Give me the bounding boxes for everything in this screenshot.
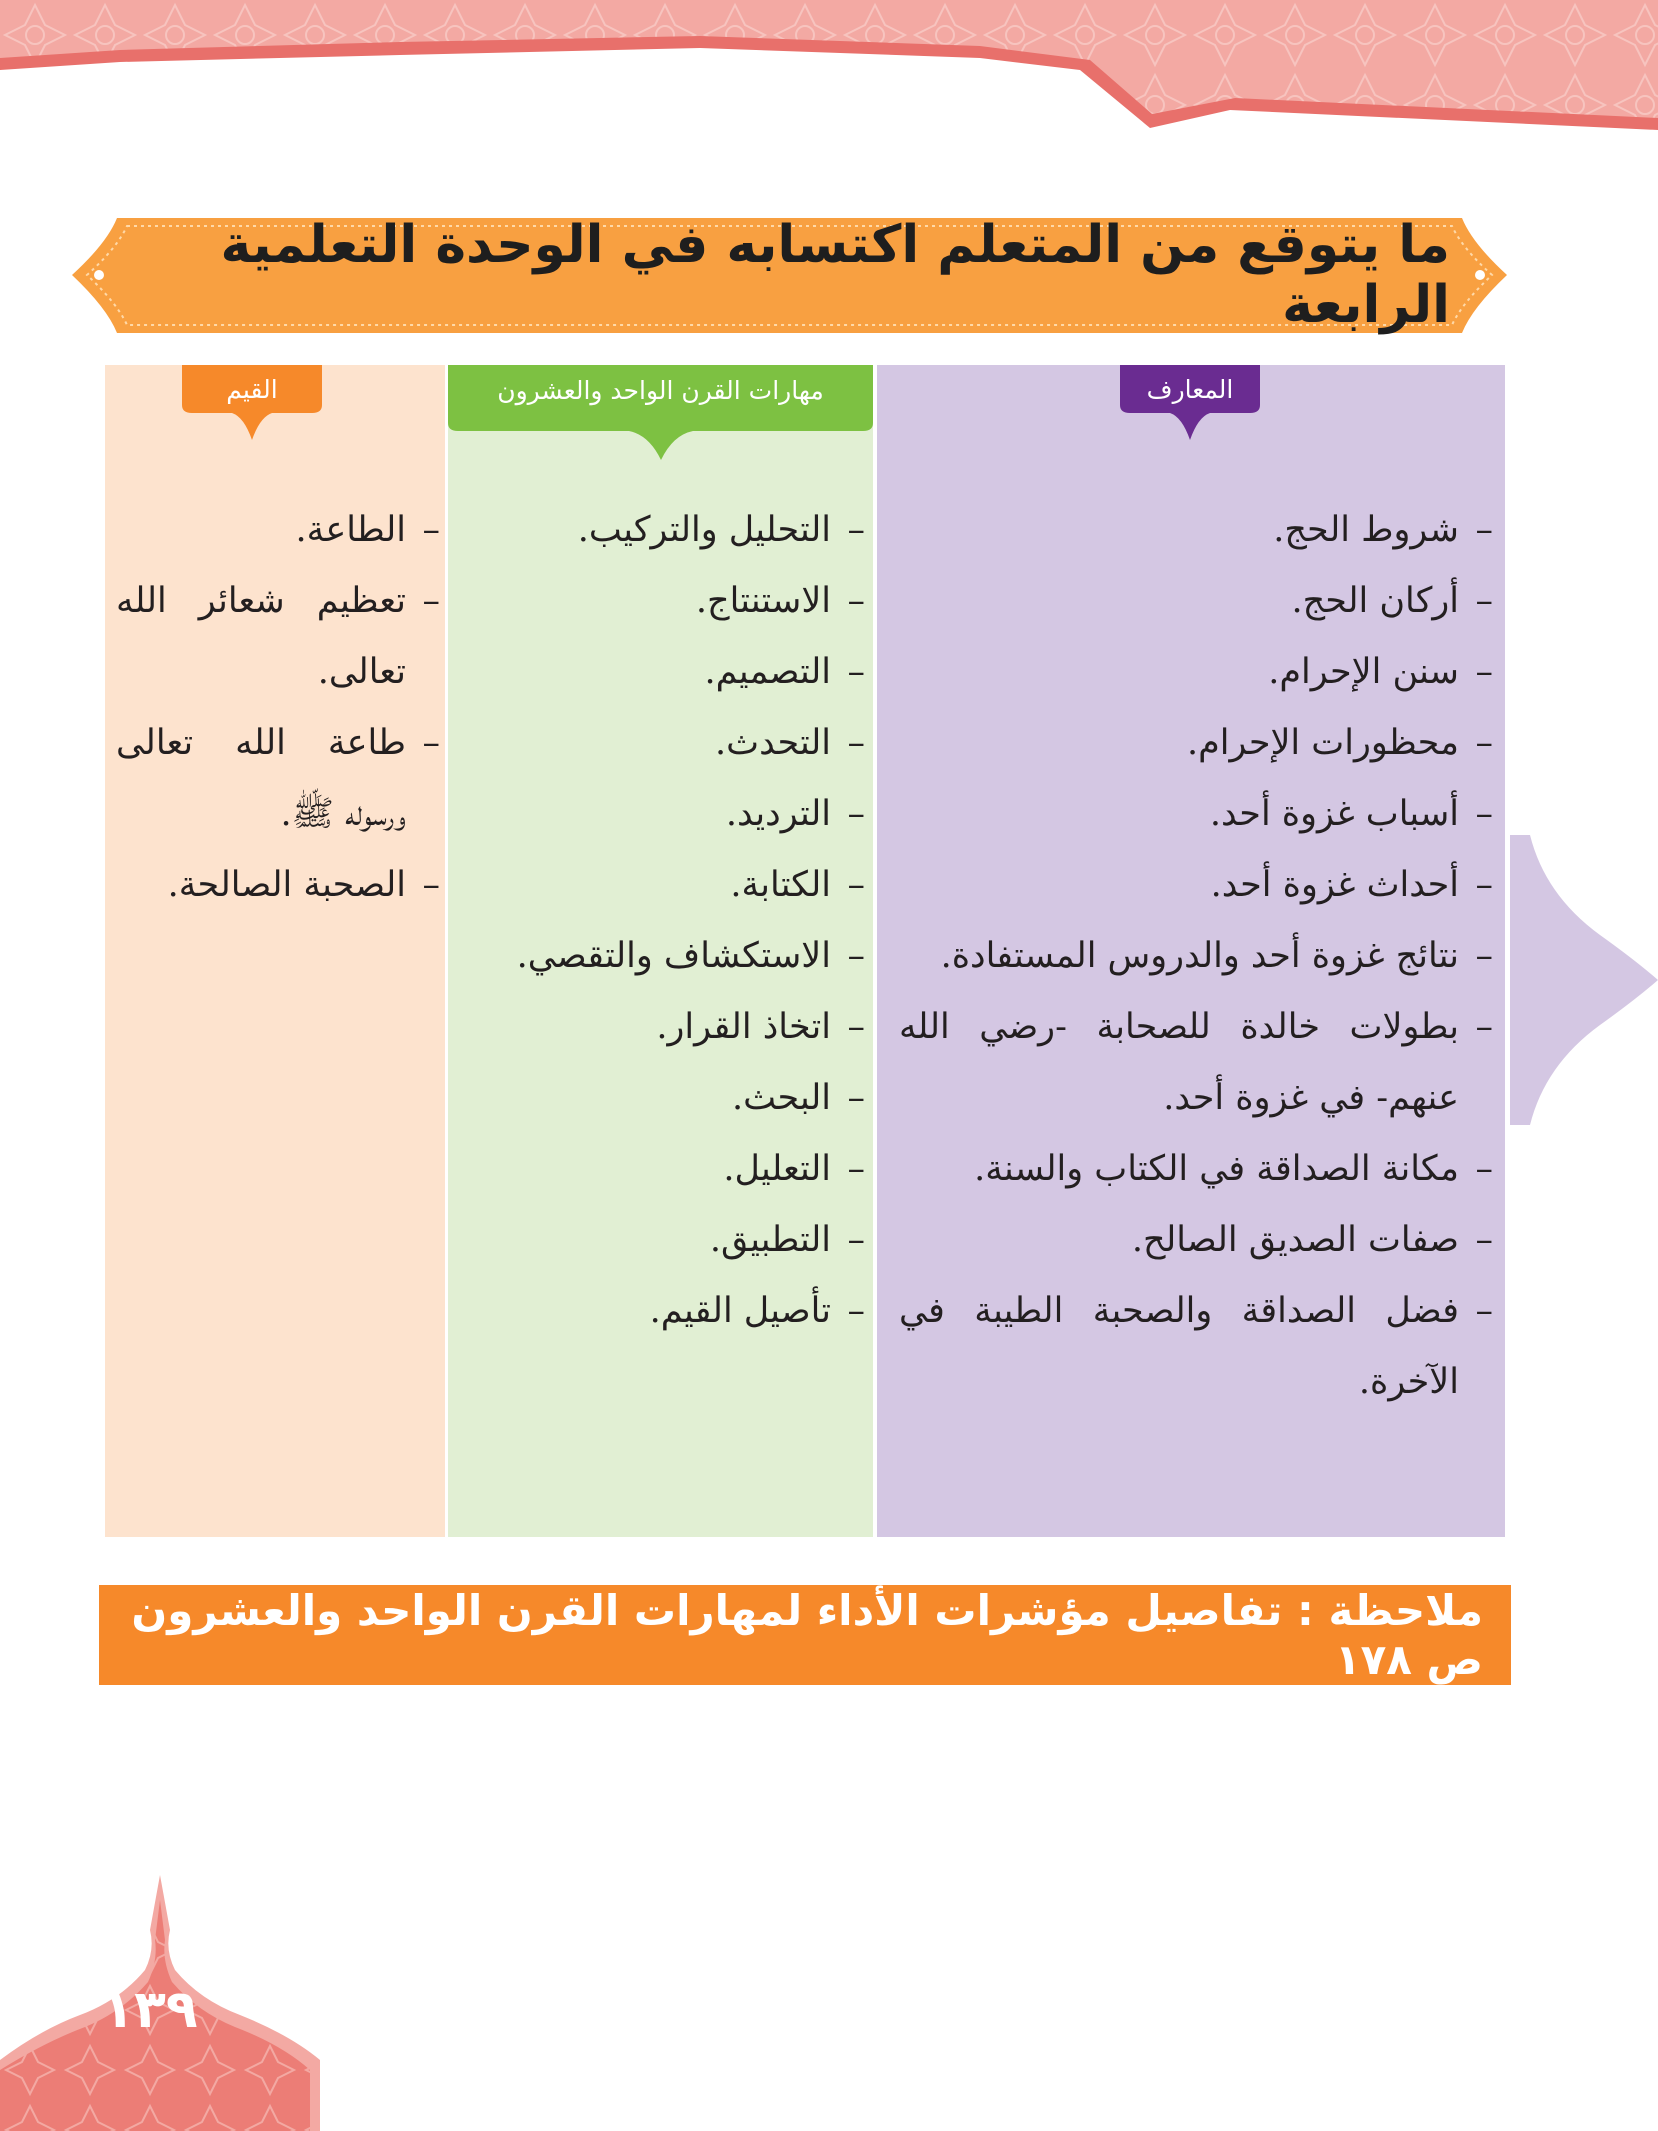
list-item: –الكتابة. (730, 865, 865, 905)
list-item-continuation: عنهم- في غزوة أحد. (1163, 1078, 1459, 1118)
list-item: –أسباب غزوة أحد. (1209, 794, 1493, 834)
list-item: –طاعة الله تعالى (116, 723, 440, 763)
list-item: –اتخاذ القرار. (656, 1007, 865, 1047)
values-tab-label: القيم (226, 374, 278, 404)
list-item: –محظورات الإحرام. (1187, 723, 1493, 763)
list-item: –الصحبة الصالحة. (167, 865, 440, 905)
list-item: –التصميم. (704, 652, 865, 692)
list-item: –الترديد. (725, 794, 865, 834)
list-item: –التعليل. (723, 1149, 865, 1189)
list-item: –نتائج غزوة أحد والدروس المستفادة. (940, 936, 1493, 976)
list-item: –التطبيق. (709, 1220, 865, 1260)
list-item: –سنن الإحرام. (1268, 652, 1493, 692)
skills-tab-label: مهارات القرن الواحد والعشرون (497, 375, 824, 405)
list-item-continuation: الآخرة. (1358, 1362, 1459, 1402)
list-item: –الاستنتاج. (695, 581, 865, 621)
list-item: –الطاعة. (295, 510, 440, 550)
skills-list (455, 495, 865, 1347)
top-decorative-banner (0, 0, 1658, 135)
note-bar (99, 1585, 1511, 1685)
list-item-continuation: ورسوله ﷺ. (280, 794, 406, 834)
list-item: –التحليل والتركيب. (577, 510, 865, 550)
side-decorative-tab (1510, 835, 1658, 1125)
list-item: –الاستكشاف والتقصي. (516, 936, 865, 976)
page-title: ما يتوقع من المتعلم اكتسابه في الوحدة التعلمية الرابعة (220, 214, 1450, 335)
list-item: –صفات الصديق الصالح. (1131, 1220, 1493, 1260)
list-item: –شروط الحج. (1273, 510, 1493, 550)
list-item: –التحدث. (715, 723, 865, 763)
list-item: –أحداث غزوة أحد. (1210, 865, 1493, 905)
list-item: –مكانة الصداقة في الكتاب والسنة. (974, 1149, 1493, 1189)
knowledge-list (885, 495, 1493, 1418)
list-item: –بطولات خالدة للصحابة -رضي الله (899, 1007, 1493, 1047)
note-text: ملاحظة : تفاصيل مؤشرات الأداء لمهارات القرن الواحد والعشرون ص ١٧٨ (131, 1586, 1483, 1684)
values-list (110, 495, 440, 921)
list-item: –أركان الحج. (1291, 581, 1493, 621)
knowledge-tab-label: المعارف (1146, 374, 1234, 404)
list-item-continuation: تعالى. (317, 652, 406, 692)
list-item: –فضل الصداقة والصحبة الطيبة في (899, 1291, 1493, 1331)
page-number: ١٣٩ (102, 1980, 198, 2040)
list-item: –تعظيم شعائر الله (116, 581, 440, 621)
list-item: –تأصيل القيم. (649, 1291, 865, 1331)
list-item: –البحث. (731, 1078, 865, 1118)
